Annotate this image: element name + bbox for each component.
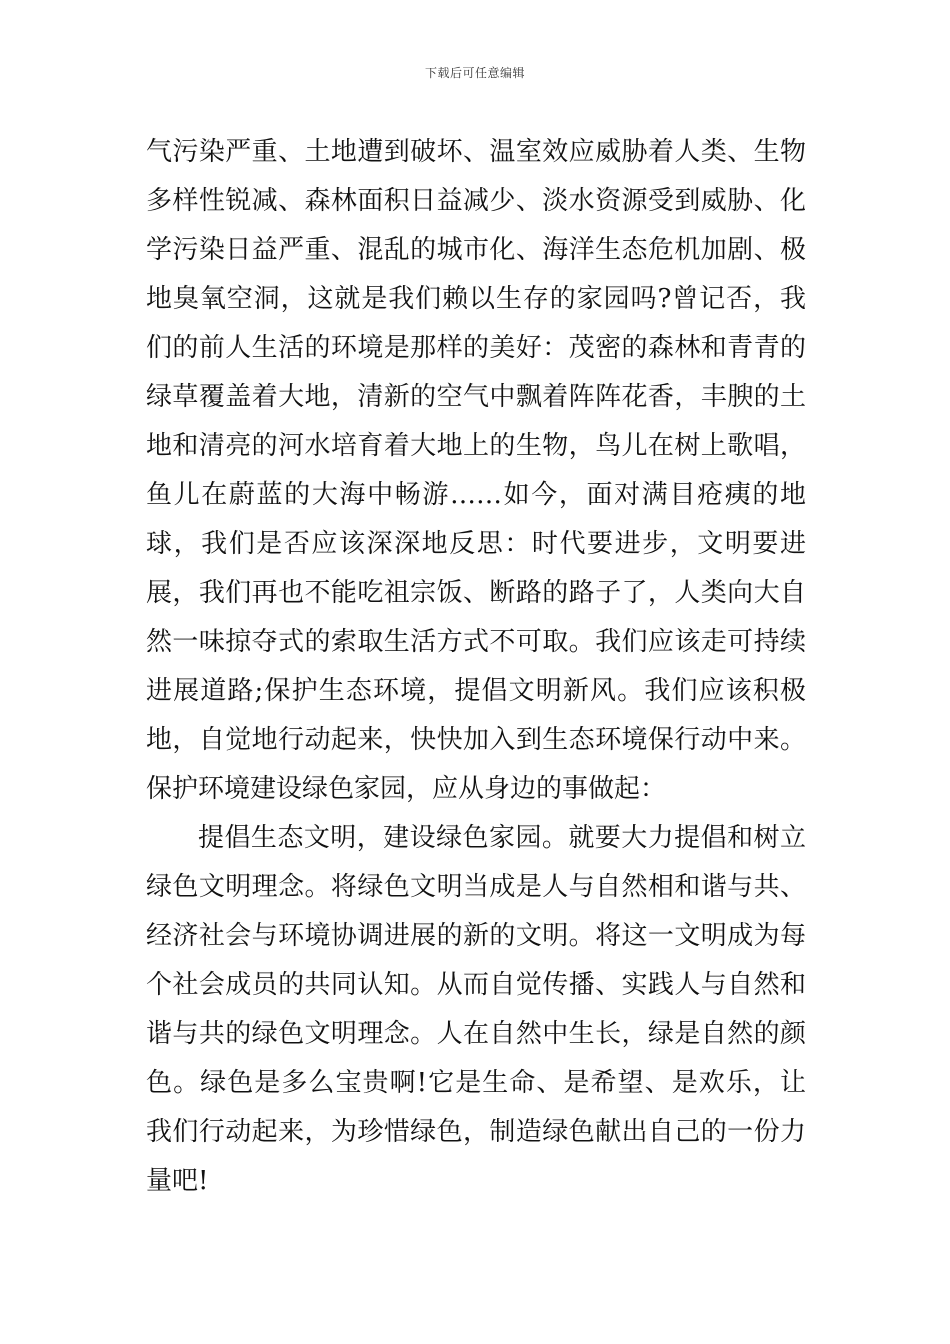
paragraph-2: 提倡生态文明，建设绿色家园。就要大力提倡和树立绿色文明理念。将绿色文明当成是人与自然相和谐与共、经济社会与环境协调进展的新的文明。将这一文明成为每个社会成员的共同认知。从而自觉传播、实践人与自然和谐与共的绿色文明理念。人在自然中生长，绿是自然的颜色。绿色是多么宝贵啊!它是生命、是希望、是欢乐，让我们行动起来，为珍惜绿色，制造绿色献出自己的一份力量吧!	[146, 823, 806, 1196]
paragraph-1: 气污染严重、土地遭到破坏、温室效应威胁着人类、生物多样性锐减、森林面积日益减少、淡水资源受到威胁、化学污染日益严重、混乱的城市化、海洋生态危机加剧、极地臭氧空洞，这就是我们赖以生存的家园吗?曾记否，我们的前人生活的环境是那样的美好：茂密的森林和青青的绿草覆盖着大地，清新的空气中飘着阵阵花香，丰腴的土地和清亮的河水培育着大地上的生物，鸟儿在树上歌唱，鱼儿在蔚蓝的大海中畅游……如今，面对满目疮痍的地球，我们是否应该深深地反思：时代要进步，文明要进展，我们再也不能吃祖宗饭、断路的路子了，人类向大自然一味掠夺式的索取生活方式不可取。我们应该走可持续进展道路;保护生态环境，提倡文明新风。我们应该积极地，自觉地行动起来，快快加入到生态环境保行动中来。保护环境建设绿色家园，应从身边的事做起：	[146, 137, 806, 804]
document-body	[146, 128, 806, 1206]
header-note: 下载后可任意编辑	[424, 66, 525, 80]
